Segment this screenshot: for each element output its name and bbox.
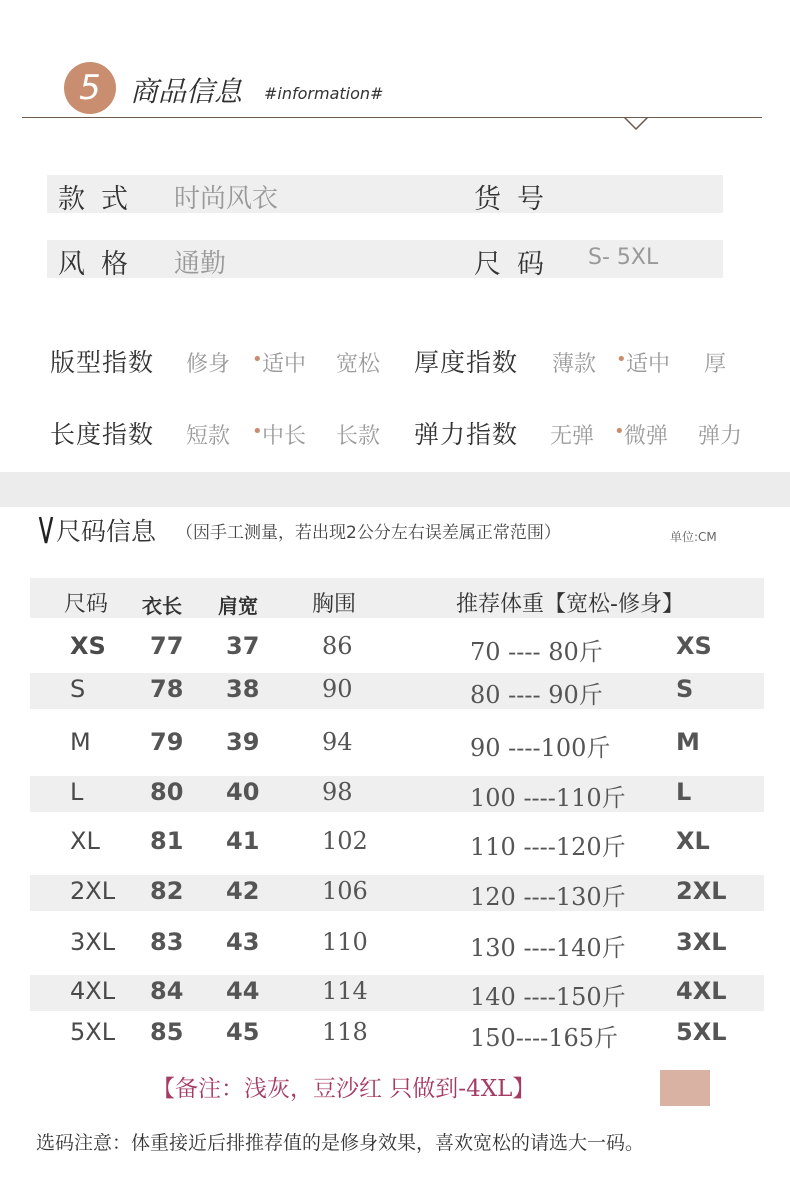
table-cell-size: 3XL [70, 928, 116, 956]
section-subtitle: #information# [264, 84, 384, 103]
table-cell-tag: 5XL [676, 1018, 727, 1046]
table-cell-weight: 80 ---- 90斤 [470, 681, 603, 709]
table-cell-chest: 98 [322, 778, 353, 806]
size-info-subtitle: （因手工测量，若出现2公分左右误差属正常范围） [176, 523, 561, 543]
table-cell-chest: 94 [322, 728, 353, 756]
section-title: 商品信息 [130, 75, 243, 108]
length-option-1: 短款 [186, 424, 231, 449]
table-header-weight: 推荐体重【宽松-修身】 [456, 592, 684, 617]
table-cell-size: M [70, 728, 91, 756]
table-cell-tag: XS [676, 632, 712, 660]
table-header-shoulder: 肩宽 [218, 594, 258, 618]
table-cell-tag: 4XL [676, 977, 727, 1005]
table-cell-weight: 110 ----120斤 [470, 833, 626, 861]
section-number-badge [64, 62, 116, 114]
table-cell-length: 85 [150, 1018, 184, 1046]
look-value: 通勤 [174, 249, 227, 279]
table-cell-size: S [70, 675, 86, 703]
style-value: 时尚风衣 [174, 184, 279, 214]
table-cell-shoulder: 43 [226, 928, 260, 956]
table-cell-chest: 110 [322, 928, 368, 956]
size-info-title: 尺码信息 [56, 517, 157, 546]
stretch-index-label: 弹力指数 [414, 420, 519, 449]
selected-dot-icon: • [252, 421, 263, 442]
divider-notch-icon [624, 117, 648, 131]
selected-dot-icon: • [616, 349, 627, 370]
table-cell-chest: 90 [322, 675, 353, 703]
table-cell-size: XL [70, 827, 100, 855]
table-cell-size: XS [70, 632, 106, 660]
table-cell-shoulder: 37 [226, 632, 260, 660]
table-cell-length: 78 [150, 675, 184, 703]
table-cell-size: 4XL [70, 977, 116, 1005]
leaf-mark-icon [38, 515, 54, 545]
header-divider [22, 117, 762, 118]
table-cell-tag: S [676, 675, 694, 703]
thickness-index-label: 厚度指数 [414, 348, 519, 377]
table-cell-chest: 86 [322, 632, 353, 660]
table-cell-length: 83 [150, 928, 184, 956]
table-cell-weight: 90 ----100斤 [470, 734, 611, 762]
selected-dot-icon: • [614, 421, 625, 442]
table-cell-length: 84 [150, 977, 184, 1005]
stretch-option-2: 微弹 [624, 424, 669, 449]
size-range-value: S- 5XL [588, 245, 659, 270]
table-cell-size: 2XL [70, 877, 116, 905]
table-cell-weight: 70 ---- 80斤 [470, 638, 603, 666]
table-header-size: 尺码 [64, 592, 109, 617]
table-cell-shoulder: 42 [226, 877, 260, 905]
fit-index-label: 版型指数 [50, 348, 155, 377]
section-number: 5 [79, 68, 101, 108]
table-cell-tag: XL [676, 827, 710, 855]
size-range-label: 尺码 [474, 249, 560, 280]
table-cell-weight: 150----165斤 [470, 1024, 619, 1052]
thickness-option-2: 适中 [626, 352, 671, 377]
stretch-option-3: 弹力 [698, 424, 743, 449]
table-cell-chest: 106 [322, 877, 368, 905]
info-row-1 [47, 175, 723, 213]
style-label: 款式 [58, 184, 144, 215]
table-row-shade [30, 875, 764, 911]
table-cell-chest: 118 [322, 1018, 368, 1046]
table-cell-chest: 114 [322, 977, 368, 1005]
size-tip: 选码注意：体重接近后排推荐值的是修身效果，喜欢宽松的请选大一码。 [36, 1132, 645, 1154]
look-label: 风格 [58, 249, 144, 280]
table-cell-length: 77 [150, 632, 184, 660]
thickness-option-1: 薄款 [552, 352, 597, 377]
table-cell-size: 5XL [70, 1018, 116, 1046]
table-cell-size: L [70, 778, 84, 806]
table-cell-shoulder: 41 [226, 827, 260, 855]
table-cell-weight: 140 ----150斤 [470, 983, 626, 1011]
table-row-shade [30, 776, 764, 812]
table-cell-shoulder: 40 [226, 778, 260, 806]
length-option-3: 长款 [336, 424, 381, 449]
fit-option-3: 宽松 [336, 352, 381, 377]
table-cell-length: 81 [150, 827, 184, 855]
section-band [0, 472, 790, 507]
thickness-option-3: 厚 [704, 352, 727, 377]
item-no-label: 货号 [474, 184, 560, 215]
table-cell-shoulder: 38 [226, 675, 260, 703]
table-row-shade [30, 673, 764, 709]
color-swatch [660, 1070, 710, 1106]
table-cell-chest: 102 [322, 827, 368, 855]
selected-dot-icon: • [252, 349, 263, 370]
table-cell-length: 82 [150, 877, 184, 905]
remark-note: 【备注：浅灰，豆沙红 只做到-4XL】 [152, 1076, 536, 1102]
table-header-chest: 胸围 [312, 592, 357, 617]
length-option-2: 中长 [262, 424, 307, 449]
table-cell-tag: 2XL [676, 877, 727, 905]
table-cell-shoulder: 39 [226, 728, 260, 756]
fit-option-2: 适中 [262, 352, 307, 377]
table-cell-length: 80 [150, 778, 184, 806]
table-cell-shoulder: 45 [226, 1018, 260, 1046]
table-row-shade [30, 975, 764, 1011]
table-cell-weight: 130 ----140斤 [470, 934, 626, 962]
table-cell-tag: 3XL [676, 928, 727, 956]
table-cell-tag: L [676, 778, 692, 806]
table-cell-length: 79 [150, 728, 184, 756]
table-cell-shoulder: 44 [226, 977, 260, 1005]
stretch-option-1: 无弹 [550, 424, 595, 449]
fit-option-1: 修身 [186, 352, 231, 377]
length-index-label: 长度指数 [50, 420, 155, 449]
table-cell-weight: 100 ----110斤 [470, 784, 626, 812]
table-cell-weight: 120 ----130斤 [470, 883, 626, 911]
table-header-length: 衣长 [142, 594, 182, 618]
table-cell-tag: M [676, 728, 700, 756]
size-unit: 单位:CM [670, 530, 717, 544]
